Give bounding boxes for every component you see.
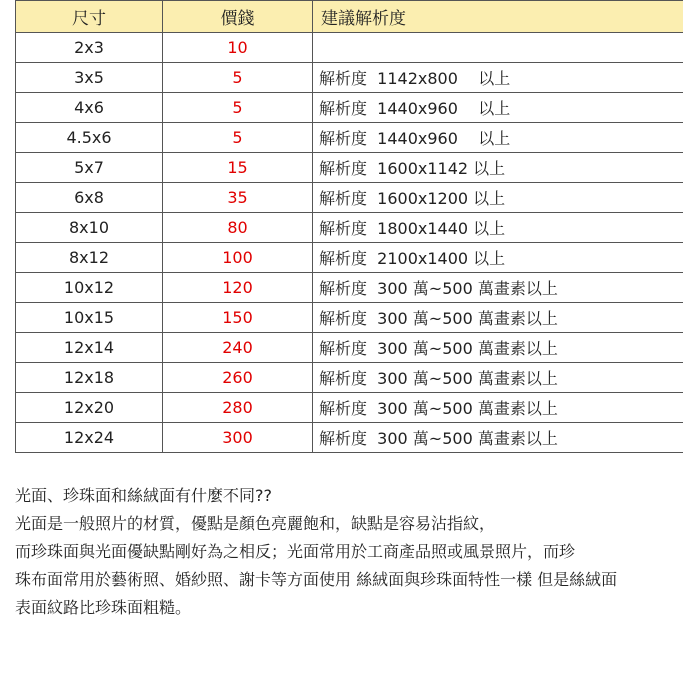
size-cell: 3x5 [16,63,163,93]
price-cell: 240 [163,333,313,363]
resolution-cell: 解析度 1600x1142 以上 [313,153,683,183]
resolution-cell: 解析度 300 萬~500 萬畫素以上 [313,393,683,423]
size-cell: 12x18 [16,363,163,393]
resolution-cell: 解析度 1440x960 以上 [313,123,683,153]
header-resolution: 建議解析度 [313,1,683,33]
table-row [16,303,683,333]
notes-line: 表面紋路比珍珠面粗糙。 [15,598,192,617]
notes-line: 珠布面常用於藝術照、婚紗照、謝卡等方面使用 絲絨面與珍珠面特性一樣 但是絲絨面 [15,570,618,589]
price-cell: 15 [163,153,313,183]
price-cell: 5 [163,123,313,153]
notes-line: 而珍珠面與光面優缺點剛好為之相反；光面常用於工商產品照或風景照片，而珍 [15,542,576,561]
table-row [16,213,683,243]
size-cell: 8x12 [16,243,163,273]
table-row [16,393,683,423]
price-cell: 120 [163,273,313,303]
header-size: 尺寸 [16,1,163,33]
price-cell: 5 [163,93,313,123]
price-cell: 260 [163,363,313,393]
price-cell: 280 [163,393,313,423]
size-cell: 12x20 [16,393,163,423]
price-cell: 100 [163,243,313,273]
resolution-cell: 解析度 300 萬~500 萬畫素以上 [313,423,683,453]
size-cell: 4x6 [16,93,163,123]
resolution-cell: 解析度 300 萬~500 萬畫素以上 [313,333,683,363]
table-row [16,243,683,273]
table-body [16,33,683,453]
price-cell: 300 [163,423,313,453]
resolution-cell [313,33,683,63]
resolution-cell: 解析度 1142x800 以上 [313,63,683,93]
notes-line: 光面是一般照片的材質，優點是顏色亮麗飽和，缺點是容易沾指紋， [15,514,496,533]
table-row [16,423,683,453]
header-row [16,1,683,33]
table-row [16,153,683,183]
size-cell: 2x3 [16,33,163,63]
size-cell: 5x7 [16,153,163,183]
size-cell: 12x24 [16,423,163,453]
size-cell: 10x12 [16,273,163,303]
price-cell: 150 [163,303,313,333]
resolution-cell: 解析度 300 萬~500 萬畫素以上 [313,363,683,393]
resolution-cell: 解析度 2100x1400 以上 [313,243,683,273]
table-header [16,1,683,33]
size-cell: 12x14 [16,333,163,363]
price-cell: 35 [163,183,313,213]
table-row [16,93,683,123]
price-cell: 10 [163,33,313,63]
resolution-cell: 解析度 1600x1200 以上 [313,183,683,213]
table-row [16,333,683,363]
resolution-cell: 解析度 1440x960 以上 [313,93,683,123]
table-row [16,273,683,303]
table-row [16,183,683,213]
price-cell: 80 [163,213,313,243]
notes-question: 光面、珍珠面和絲絨面有什麼不同?? [15,486,272,505]
finish-comparison-notes [15,482,675,622]
table-row [16,33,683,63]
price-cell: 5 [163,63,313,93]
table-row [16,63,683,93]
size-cell: 8x10 [16,213,163,243]
size-cell: 4.5x6 [16,123,163,153]
resolution-cell: 解析度 1800x1440 以上 [313,213,683,243]
price-table [15,0,683,453]
size-cell: 6x8 [16,183,163,213]
resolution-cell: 解析度 300 萬~500 萬畫素以上 [313,303,683,333]
table-row [16,363,683,393]
size-cell: 10x15 [16,303,163,333]
header-price: 價錢 [163,1,313,33]
table-row [16,123,683,153]
resolution-cell: 解析度 300 萬~500 萬畫素以上 [313,273,683,303]
